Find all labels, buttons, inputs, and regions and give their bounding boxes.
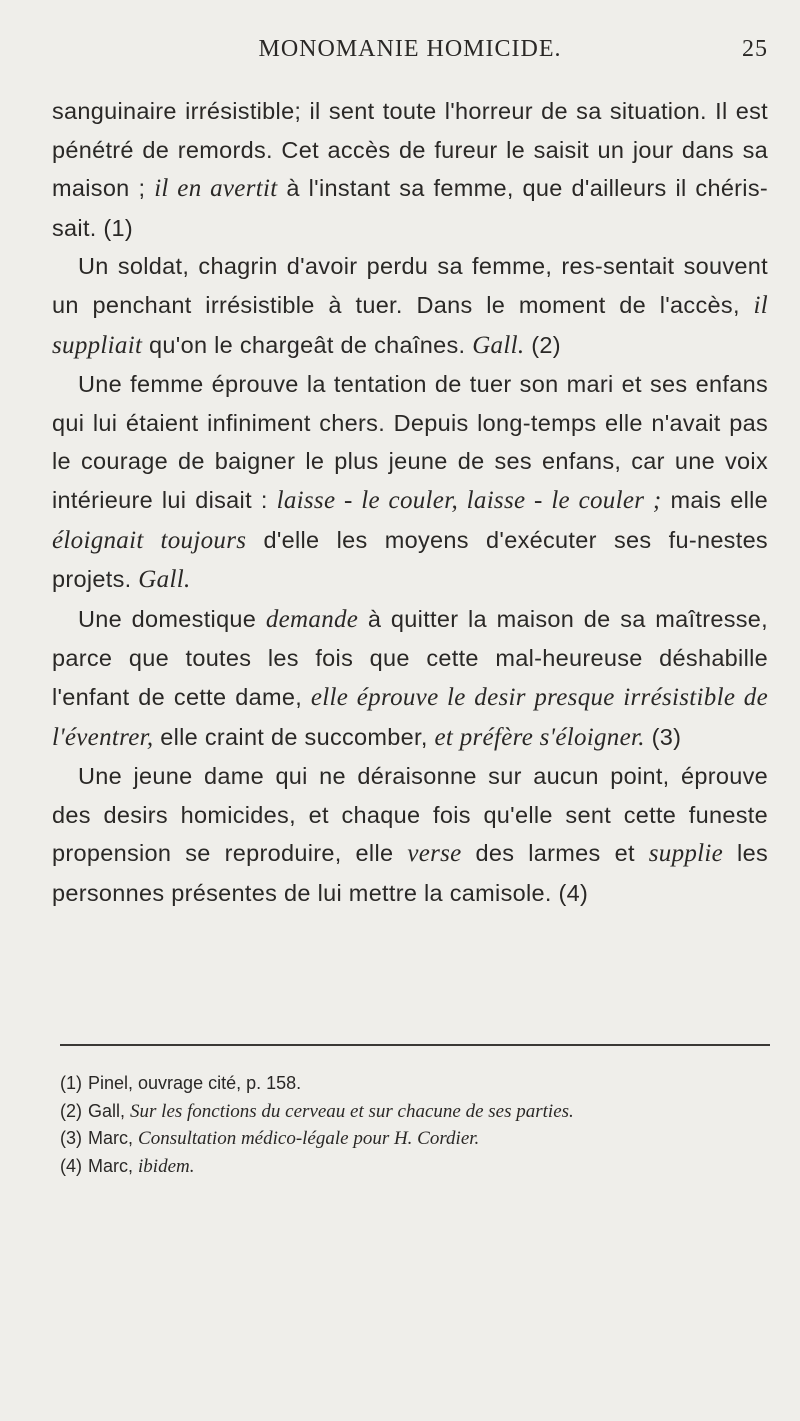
paragraph [52,757,768,912]
text-run: (2) [524,331,561,358]
italic-text: il suppliait [52,291,768,359]
text-run: Marc, [88,1155,139,1176]
footnote [52,1098,768,1126]
paragraph [52,600,768,757]
text-run: à quitter la maison de sa maîtresse, parce que toutes les fois que cette mal-heureuse déshabille l'enfant de cette dame, [52,605,769,710]
italic-text: éloignait toujours [52,526,247,554]
paragraph [52,247,768,365]
text-run: Une femme éprouve la tentation de tuer son mari et ses enfans qui lui étaient infiniment chers. Depuis long-temps elle n'avait pas le courage de baigner le plus jeune de ses enfans, car une voix intérieure lui disait : [52,371,768,513]
footnote-number: (1) [60,1073,82,1093]
footnote [52,1070,768,1098]
text-run: Une jeune dame qui ne déraisonne sur aucun point, éprouve des desirs homicides, et chaque fois qu'elle sent cette funeste propension se reproduire, elle [52,763,768,867]
text-run: d'elle les moyens d'exécuter ses fu-nestes projets. [52,526,768,593]
italic-text: Gall. [472,331,525,359]
footnote-number: (4) [60,1155,82,1176]
footnote-rule [60,1044,770,1046]
text-run: Une domestique [78,605,266,632]
italic-text: laisse - le couler, laisse - le couler ; [276,486,662,514]
text-run: (3) [644,723,682,750]
paragraph [52,92,768,247]
paragraph [52,365,768,600]
footnote [52,1125,768,1153]
footnote [52,1153,768,1181]
text-run: Un soldat, chagrin d'avoir perdu sa femme, res-sentait souvent un penchant irrésistible à tuer. Dans le moment de l'accès, [52,253,768,318]
italic-text: Consultation médico-légale pour H. Cordier. [138,1128,480,1149]
italic-text: ibidem. [138,1155,195,1177]
italic-text: Gall. [138,566,191,594]
text-run: elle craint de succomber, [153,723,435,750]
italic-text: il en avertit [154,175,278,203]
text-run: à l'instant sa femme, que d'ailleurs il chéris-sait. (1) [52,175,769,241]
italic-text: elle éprouve le desir presque irrésistible de l'éventrer, [52,683,768,751]
main-text [52,92,768,912]
italic-text: Sur les fonctions du cerveau et sur chacune de ses parties. [130,1100,574,1122]
page-number: 25 [742,36,768,62]
text-run: sanguinaire irrésistible; il sent toute l'horreur de sa situation. Il est pénétré de remords. Cet accès de fureur le saisit un jour dans sa maison ; [52,98,768,202]
text-run: qu'on le chargeât de chaînes. [142,331,473,358]
italic-text: demande [265,605,359,633]
text-run: mais elle [661,486,768,513]
italic-text: verse [407,840,462,868]
text-run: Marc, [88,1128,139,1148]
text-run: Pinel, ouvrage cité, p. 158. [88,1073,302,1093]
italic-text: supplie [648,840,724,868]
text-run: les personnes présentes de lui mettre la camisole. (4) [52,840,768,906]
text-run: des larmes et [461,840,649,867]
footnotes [52,1070,768,1180]
running-header [52,36,768,76]
text-run: Gall, [88,1100,131,1121]
footnote-number: (2) [60,1100,82,1121]
footnote-number: (3) [60,1128,82,1148]
italic-text: et préfère s'éloigner. [434,723,645,751]
running-title: MONOMANIE HOMICIDE. [258,36,562,62]
